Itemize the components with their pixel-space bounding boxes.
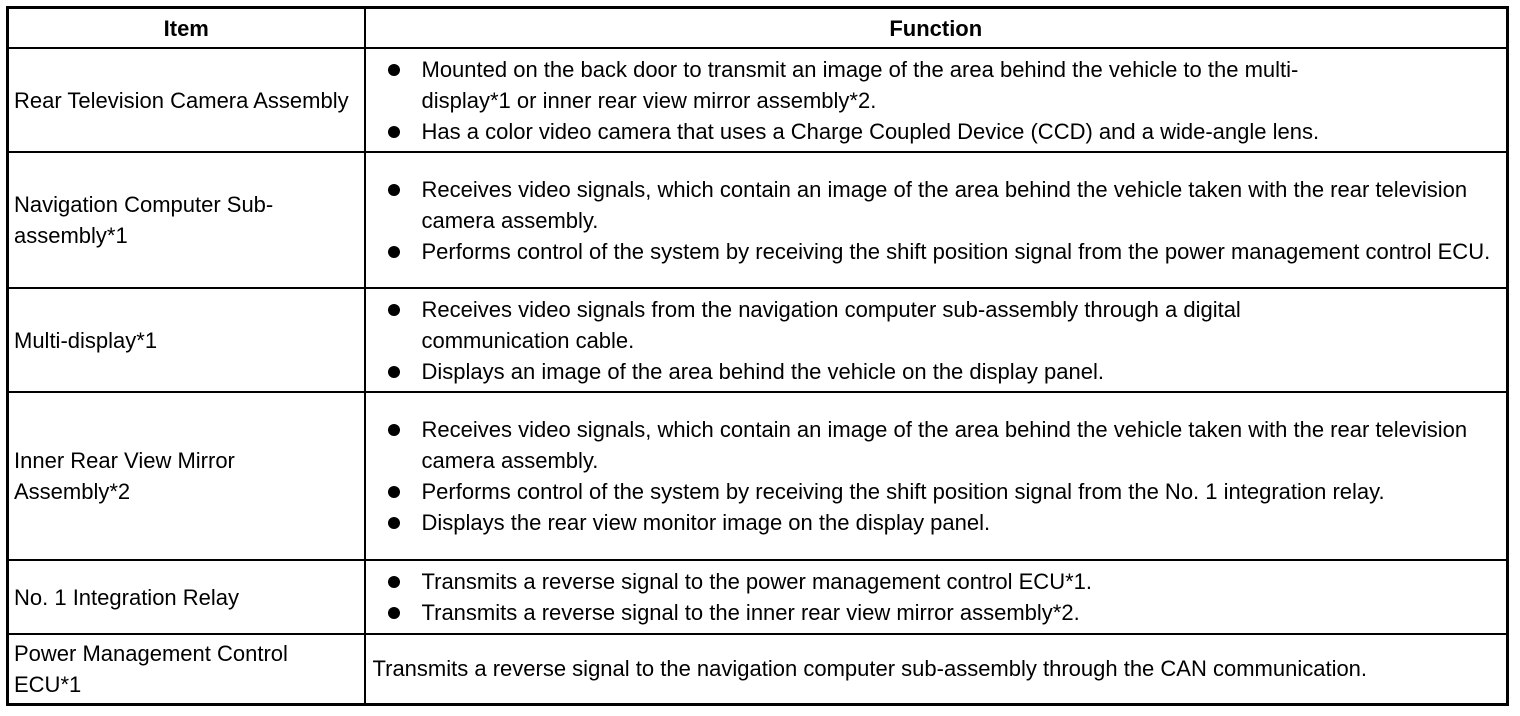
function-cell — [365, 560, 1508, 634]
bullet-dot-icon — [388, 246, 400, 258]
function-bullet — [366, 476, 1501, 507]
function-bullet — [366, 566, 1501, 597]
bullet-dot-icon — [388, 517, 400, 529]
item-cell — [8, 152, 365, 288]
function-text: Performs control of the system by receiving the shift position signal from the power management control ECU. — [421, 238, 1491, 264]
function-cell — [365, 152, 1508, 288]
item-text: Power Management Control ECU*1 — [14, 640, 288, 697]
function-bullet — [366, 54, 1501, 116]
function-text: Displays an image of the area behind the vehicle on the display panel. — [421, 358, 1104, 384]
table-row — [8, 152, 1508, 288]
bullet-dot-icon — [388, 304, 400, 316]
item-text: Navigation Computer Sub-assembly*1 — [14, 192, 274, 248]
function-text: Displays the rear view monitor image on the display panel. — [421, 510, 991, 535]
function-text: Performs control of the system by receiving the shift position signal from the No. 1 integration relay. — [421, 479, 1385, 504]
function-bullet — [366, 356, 1501, 387]
function-text: Receives video signals, which contain an image of the area behind the vehicle taken with the rear television camera assembly. — [421, 417, 1468, 473]
function-bullet — [366, 294, 1501, 356]
function-bullet — [366, 174, 1501, 236]
item-cell: Multi-display*1 — [8, 288, 365, 392]
function-cell: Transmits a reverse signal to the navigation computer sub-assembly through the CAN communication. — [365, 634, 1508, 704]
function-bullet — [366, 116, 1501, 147]
item-cell: Rear Television Camera Assembly — [8, 48, 365, 152]
bullet-dot-icon — [388, 576, 400, 588]
function-bullet — [366, 597, 1501, 628]
function-cell — [365, 288, 1508, 392]
table-row — [8, 634, 1508, 704]
bullet-dot-icon — [388, 424, 400, 436]
bullet-dot-icon — [388, 607, 400, 619]
table-row — [8, 392, 1508, 560]
header-function: Function — [365, 8, 1508, 49]
item-cell: No. 1 Integration Relay — [8, 560, 365, 634]
bullet-dot-icon — [388, 64, 400, 76]
function-text: Mounted on the back door to transmit an image of the area behind the vehicle to the multi-display*1 or inner rear view mirror assembly*2. — [421, 56, 1299, 113]
function-text: Transmits a reverse signal to the inner rear view mirror assembly*2. — [421, 600, 1080, 625]
function-bullet — [366, 507, 1501, 538]
table-row — [8, 560, 1508, 634]
table-row — [8, 48, 1508, 152]
function-text: Has a color video camera that uses a Charge Coupled Device (CCD) and a wide-angle lens. — [421, 118, 1320, 144]
bullet-dot-icon — [388, 126, 400, 138]
header-item: Item — [8, 8, 365, 49]
function-cell — [365, 392, 1508, 560]
function-cell — [365, 48, 1508, 152]
function-text: Receives video signals, which contain an image of the area behind the vehicle taken with the rear television camera assembly. — [421, 176, 1468, 233]
item-cell — [8, 392, 365, 560]
function-text: Receives video signals from the navigation computer sub-assembly through a digital communication cable. — [421, 296, 1241, 353]
table-header-row — [8, 8, 1508, 49]
function-text: Transmits a reverse signal to the power management control ECU*1. — [421, 569, 1092, 594]
item-cell — [8, 634, 365, 704]
bullet-dot-icon — [388, 366, 400, 378]
bullet-dot-icon — [388, 184, 400, 196]
bullet-dot-icon — [388, 486, 400, 498]
function-bullet — [366, 236, 1501, 267]
table-row — [8, 288, 1508, 392]
function-table-wrapper — [6, 6, 1509, 706]
item-text: Inner Rear View Mirror Assembly*2 — [14, 448, 235, 504]
function-bullet — [366, 414, 1501, 476]
component-function-table — [6, 6, 1509, 706]
